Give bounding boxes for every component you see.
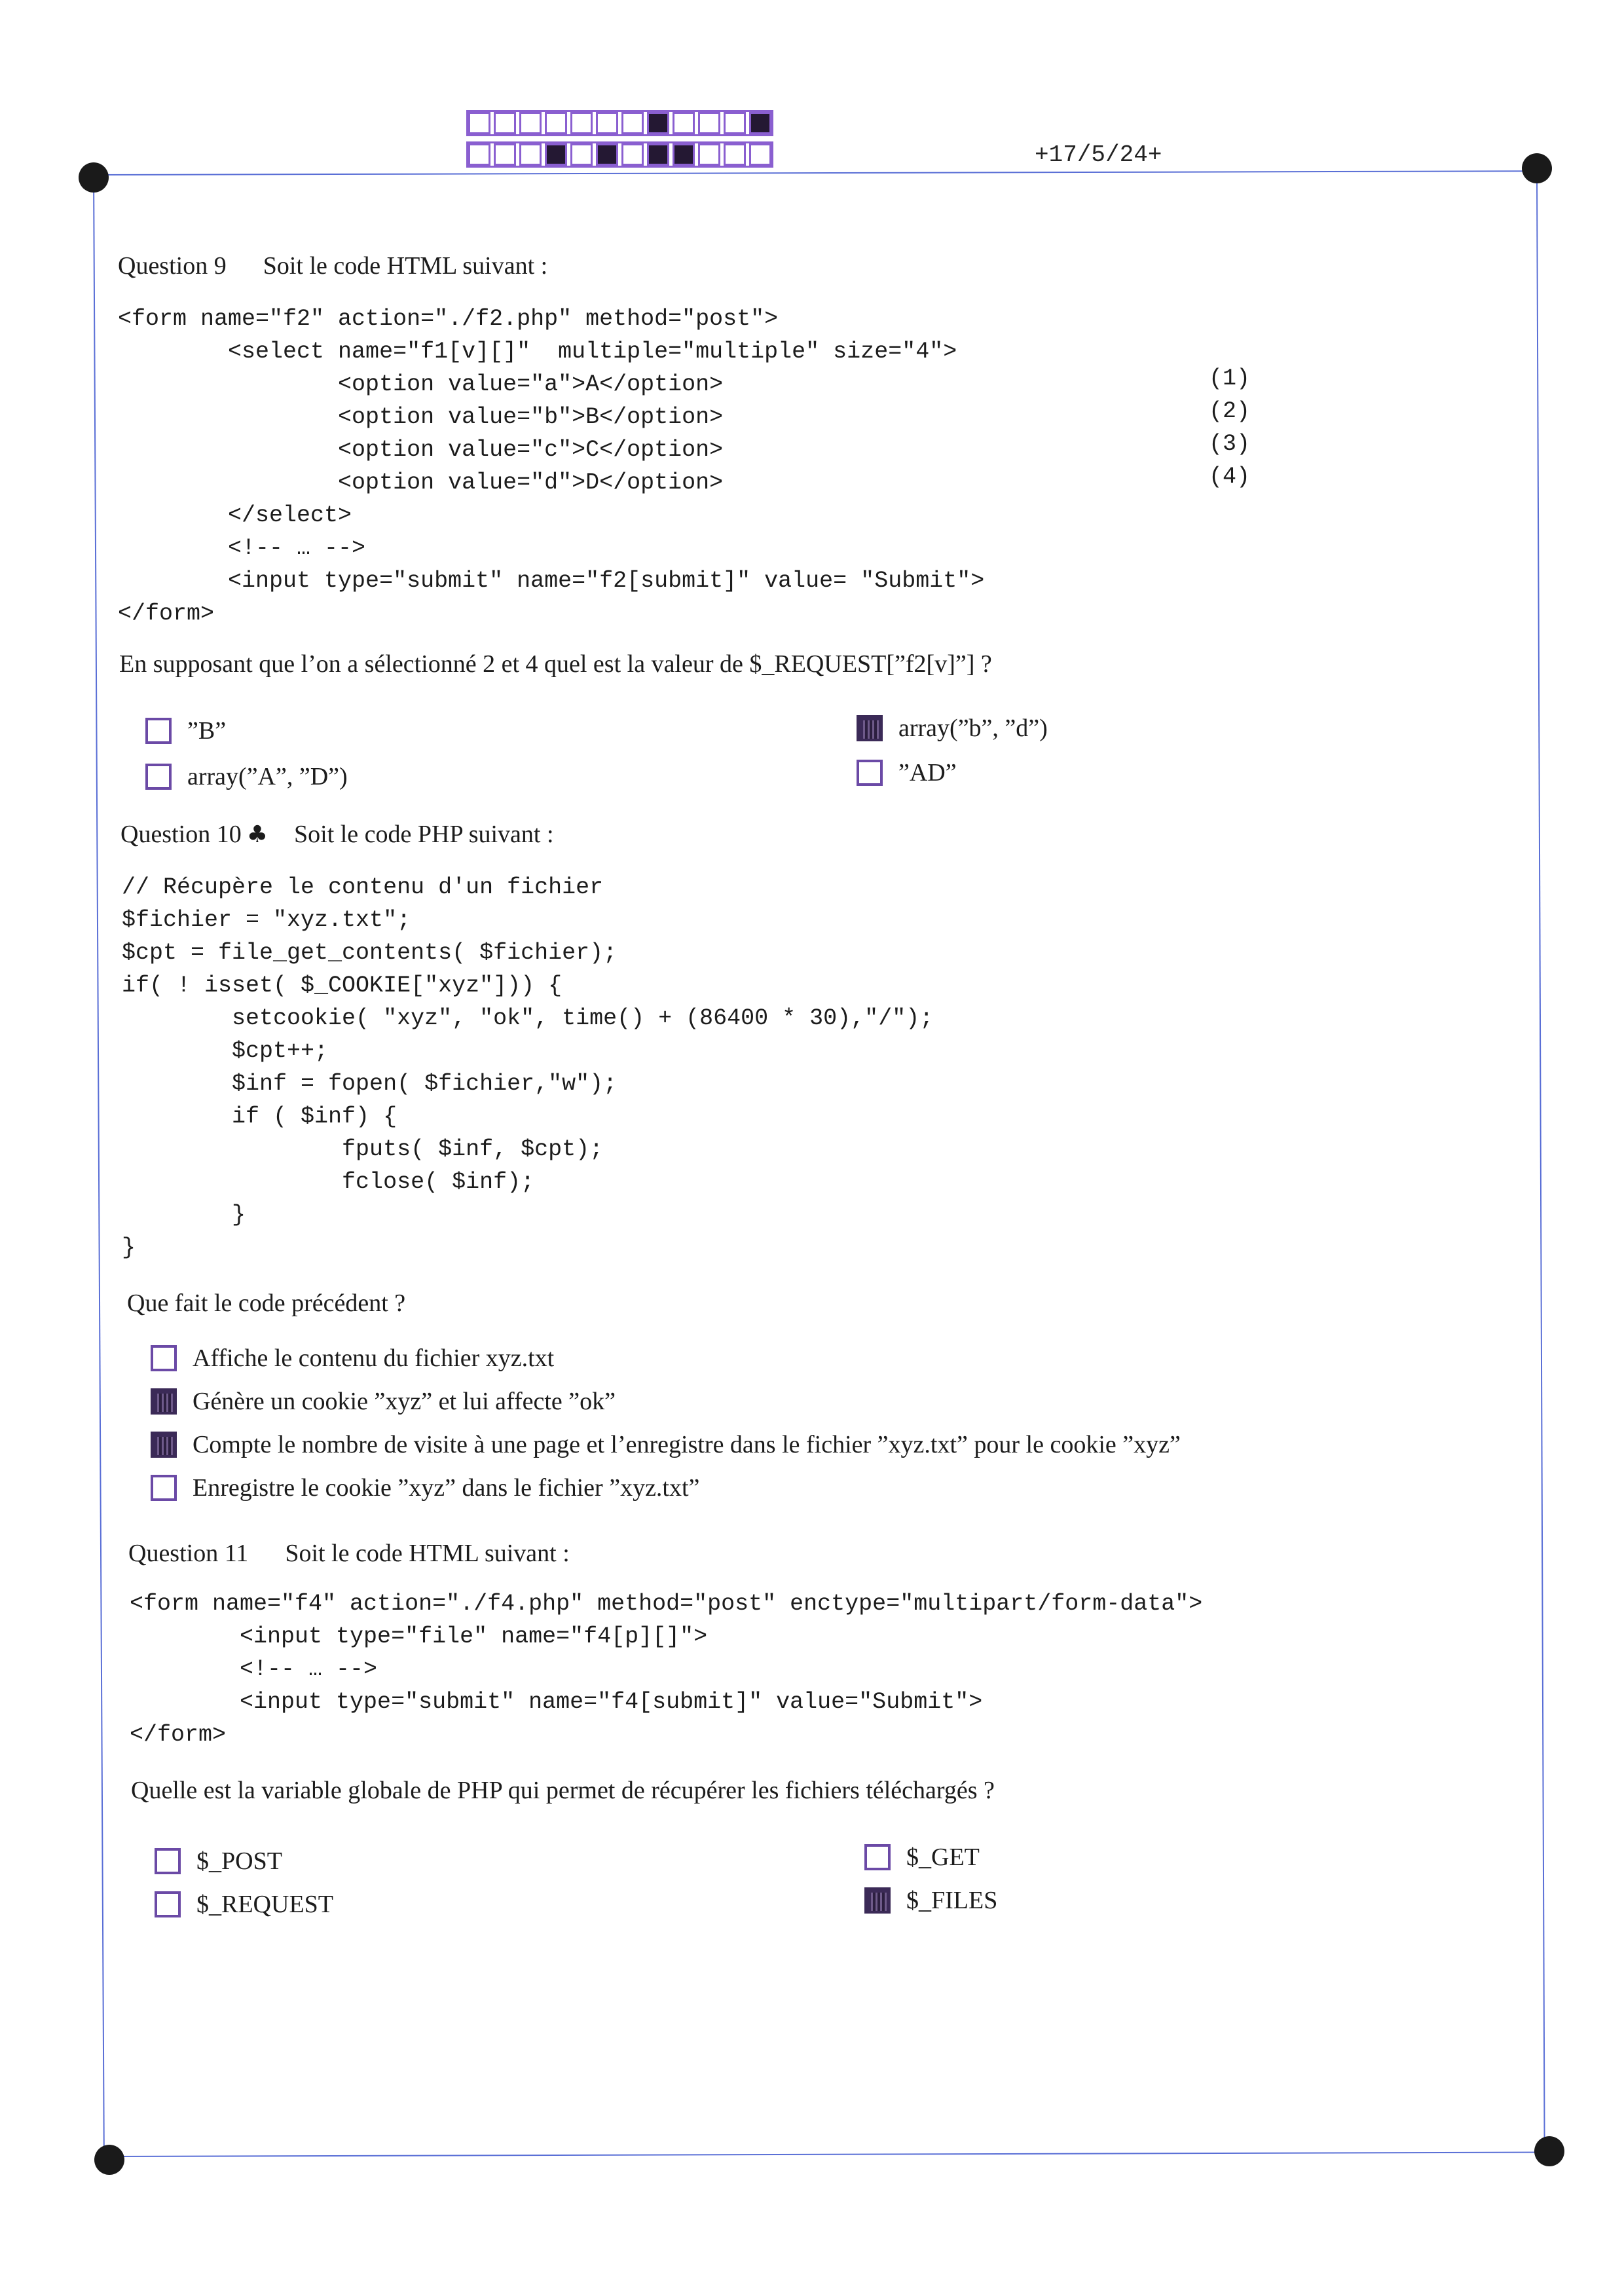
code-line: setcookie( "xyz", "ok", time() + (86400 * 30),"/");: [122, 1005, 934, 1031]
q9-option-number: (3): [1209, 431, 1251, 457]
code-line: $cpt = file_get_contents( $fichier);: [122, 940, 618, 966]
q11-code-block: [130, 1587, 1202, 1751]
barcode-cell: [494, 143, 516, 166]
barcode-cell: [570, 143, 593, 166]
code-line: </form>: [118, 601, 215, 627]
barcode-cell: [570, 112, 593, 134]
frame-left-line: [93, 174, 105, 2160]
barcode-cell: [698, 112, 720, 134]
q11-answer-option[interactable]: [864, 1843, 980, 1872]
answer-label: ”B”: [187, 717, 227, 745]
barcode-cell: [749, 143, 771, 166]
code-line: <input type="submit" name="f4[submit]" value="Submit">: [130, 1689, 983, 1715]
checkbox[interactable]: [857, 760, 883, 786]
answer-label: $_REQUEST: [196, 1891, 333, 1918]
q9-number: Question 9: [118, 252, 227, 280]
q10-text: Soit le code PHP suivant :: [294, 821, 554, 848]
code-line: $cpt++;: [122, 1038, 329, 1064]
code-line: $fichier = "xyz.txt";: [122, 907, 411, 933]
barcode-cell: [698, 143, 720, 166]
code-line: }: [122, 1202, 246, 1228]
code-line: <!-- … -->: [130, 1656, 378, 1682]
checkbox[interactable]: [155, 1848, 181, 1874]
barcode-cell: [468, 112, 490, 134]
code-line: <option value="b">B</option>: [118, 404, 724, 430]
q10-answer-option[interactable]: [151, 1387, 616, 1416]
q9-option-number: (1): [1209, 365, 1251, 392]
barcode-cell: [724, 112, 746, 134]
code-line: fputs( $inf, $cpt);: [122, 1136, 604, 1162]
q11-number: Question 11: [128, 1540, 249, 1567]
code-line: <option value="a">A</option>: [118, 371, 724, 398]
code-line: <form name="f4" action="./f4.php" method="post" enctype="multipart/form-data">: [130, 1591, 1203, 1617]
barcode-cell: [596, 143, 618, 166]
checkbox[interactable]: [155, 1891, 181, 1917]
barcode-cell: [596, 112, 618, 134]
code-line: // Récupère le contenu d'un fichier: [122, 874, 604, 900]
frame-right-line: [1536, 169, 1545, 2153]
q9-title: [118, 251, 547, 280]
code-line: <!-- … -->: [118, 535, 366, 561]
q9-option-number: (4): [1209, 464, 1251, 490]
q11-prompt: Quelle est la variable globale de PHP qui permet de récupérer les fichiers téléchargés ?: [131, 1777, 995, 1804]
answer-label: Compte le nombre de visite à une page et l’enregistre dans le fichier ”xyz.txt” pour le cookie ”xyz”: [193, 1431, 1181, 1458]
barcode-top: [466, 110, 773, 136]
barcode-cell: [621, 112, 644, 134]
q9-answer-option[interactable]: [857, 714, 1048, 743]
answer-label: array(”A”, ”D”): [187, 763, 348, 790]
q11-text: Soit le code HTML suivant :: [285, 1540, 570, 1567]
checkbox[interactable]: [864, 1887, 891, 1914]
code-line: </form>: [130, 1722, 227, 1748]
code-line: <option value="c">C</option>: [118, 437, 724, 463]
code-line: $inf = fopen( $fichier,"w");: [122, 1071, 618, 1097]
barcode-cell: [673, 112, 695, 134]
q10-answer-option[interactable]: [151, 1473, 699, 1502]
barcode-cell: [673, 143, 695, 166]
checkbox[interactable]: [151, 1388, 177, 1415]
barcode-cell: [621, 143, 644, 166]
corner-marker-bottom-left: [94, 2145, 124, 2175]
q9-code-block: [118, 303, 984, 630]
code-line: if ( $inf) {: [122, 1103, 397, 1130]
q10-prompt: Que fait le code précédent ?: [127, 1289, 406, 1317]
barcode-cell: [749, 112, 771, 134]
checkbox[interactable]: [145, 718, 172, 744]
code-line: </select>: [118, 502, 352, 528]
checkbox[interactable]: [151, 1432, 177, 1458]
q10-number: Question 10: [120, 821, 242, 848]
answer-label: Enregistre le cookie ”xyz” dans le fichier ”xyz.txt”: [193, 1474, 700, 1502]
q10-answer-option[interactable]: [151, 1430, 1181, 1459]
checkbox[interactable]: [145, 764, 172, 790]
frame-top-line: [93, 170, 1537, 176]
checkbox[interactable]: [864, 1844, 891, 1870]
q10-answer-option[interactable]: [151, 1344, 554, 1373]
answer-label: $_GET: [906, 1843, 980, 1871]
frame-bottom-line: [109, 2151, 1549, 2157]
barcode-cell: [545, 112, 567, 134]
checkbox[interactable]: [857, 715, 883, 741]
barcode-cell: [494, 112, 516, 134]
code-line: <input type="submit" name="f2[submit]" value= "Submit">: [118, 568, 985, 594]
barcode-cell: [519, 112, 542, 134]
code-line: if( ! isset( $_COOKIE["xyz"])) {: [122, 972, 563, 999]
q9-answer-option[interactable]: [145, 716, 226, 745]
barcode-cell: [647, 112, 669, 134]
answer-label: $_POST: [196, 1847, 282, 1875]
barcode-cell: [468, 143, 490, 166]
code-line: }: [122, 1234, 136, 1261]
corner-marker-top-right: [1522, 153, 1552, 183]
q11-answer-option[interactable]: [864, 1886, 997, 1915]
answer-label: Affiche le contenu du fichier xyz.txt: [193, 1344, 555, 1372]
q11-answer-option[interactable]: [155, 1847, 282, 1876]
corner-marker-top-left: [79, 162, 109, 193]
q11-answer-option[interactable]: [155, 1890, 333, 1919]
q9-answer-option[interactable]: [145, 762, 348, 791]
corner-marker-bottom-right: [1534, 2136, 1564, 2166]
q10-title: [120, 820, 554, 849]
answer-label: array(”b”, ”d”): [898, 714, 1048, 742]
checkbox[interactable]: [151, 1345, 177, 1371]
barcode-cell: [519, 143, 542, 166]
q10-code-block: [122, 871, 933, 1264]
q9-option-number: (2): [1209, 398, 1251, 424]
answer-label: Génère un cookie ”xyz” et lui affecte ”ok”: [193, 1388, 616, 1415]
code-line: <form name="f2" action="./f2.php" method="post">: [118, 306, 779, 332]
barcode-cell: [545, 143, 567, 166]
code-line: fclose( $inf);: [122, 1169, 535, 1195]
club-icon: ♣: [246, 821, 268, 848]
answer-label: $_FILES: [906, 1887, 998, 1914]
checkbox[interactable]: [151, 1475, 177, 1501]
page-id: +17/5/24+: [1035, 141, 1162, 168]
q11-title: [128, 1539, 570, 1568]
barcode-cell: [647, 143, 669, 166]
code-line: <select name="f1[v][]" multiple="multiple" size="4">: [118, 339, 957, 365]
code-line: <input type="file" name="f4[p][]">: [130, 1623, 708, 1650]
barcode-cell: [724, 143, 746, 166]
barcode-bottom: [466, 141, 773, 168]
answer-label: ”AD”: [898, 759, 957, 787]
q9-answer-option[interactable]: [857, 758, 957, 787]
code-line: <option value="d">D</option>: [118, 470, 724, 496]
q9-text: Soit le code HTML suivant :: [263, 252, 548, 280]
q9-prompt: En supposant que l’on a sélectionné 2 et 4 quel est la valeur de $_REQUEST[”f2[v]”] ?: [119, 650, 992, 678]
